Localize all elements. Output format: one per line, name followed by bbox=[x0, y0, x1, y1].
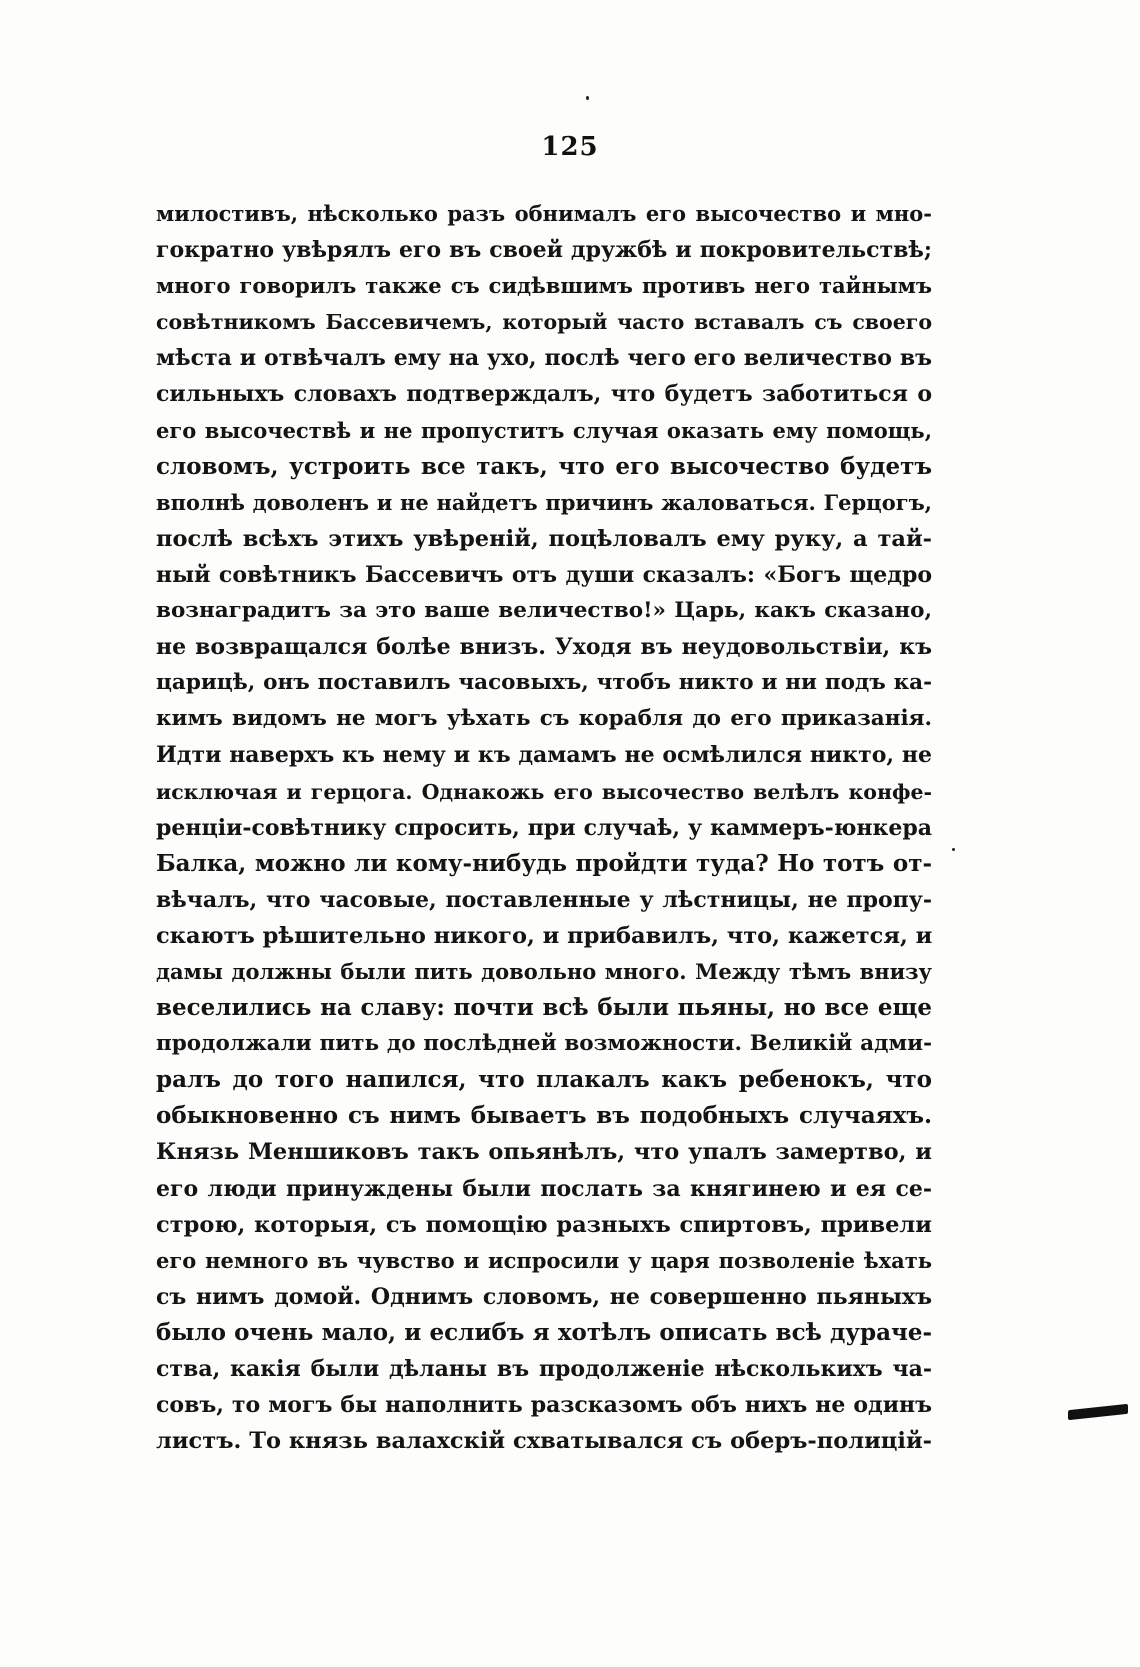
text-line: словомъ, устроить все такъ, что его высочество будетъ bbox=[156, 452, 932, 480]
text-line: царицѣ, онъ поставилъ часовыхъ, чтобъ никто и ни подъ ка- bbox=[156, 670, 932, 696]
text-line: вѣчалъ, что часовые, поставленные у лѣстницы, не пропу- bbox=[156, 886, 932, 913]
text-line: было очень мало, и еслибъ я хотѣлъ описать всѣ дурачe- bbox=[156, 1318, 932, 1346]
text-line: милостивъ, нѣсколько разъ обнималъ его высочество и мно- bbox=[156, 201, 932, 226]
text-line: строю, которыя, съ помощію разныхъ спиртовъ, привели bbox=[156, 1211, 932, 1238]
text-line: его немного въ чувство и испросили у царя позволеніе ѣхать bbox=[156, 1247, 932, 1273]
scan-speck bbox=[952, 848, 955, 851]
text-line: ралъ до того напился, что плакалъ какъ ребенокъ, что bbox=[156, 1066, 932, 1094]
scan-speck bbox=[586, 96, 589, 100]
text-line: его высочествѣ и не пропуститъ случая оказать ему помощь, bbox=[156, 417, 932, 443]
text-line: ства, какія были дѣланы въ продолженіе нѣсколькихъ ча- bbox=[156, 1356, 932, 1382]
text-line: вознаградитъ за это ваше величество!» Царь, какъ сказано, bbox=[156, 598, 932, 624]
text-line: мѣста и отвѣчалъ ему на ухо, послѣ чего его величество въ bbox=[156, 345, 932, 372]
text-line: обыкновенно съ нимъ бываетъ въ подобныхъ случаяхъ. bbox=[156, 1102, 932, 1130]
text-line: совъ, то могъ бы наполнить разсказомъ объ нихъ не одинъ bbox=[156, 1392, 932, 1419]
text-line: ный совѣтникъ Бассевичъ отъ души сказалъ: «Богъ щедро bbox=[156, 561, 932, 588]
text-line: послѣ всѣхъ этихъ увѣреній, поцѣловалъ ему руку, а тай- bbox=[156, 525, 932, 552]
text-line: веселились на славу: почти всѣ были пьяны, но все еще bbox=[156, 994, 932, 1022]
page-number: 125 bbox=[541, 132, 599, 162]
text-line: листъ. То князь валахскій схватывался съ оберъ-полицій- bbox=[156, 1428, 932, 1455]
text-line: много говорилъ также съ сидѣвшимъ противъ него тайнымъ bbox=[156, 273, 932, 299]
body-text bbox=[156, 196, 932, 1459]
text-line: его люди принуждены были послать за княгинею и ея се- bbox=[156, 1175, 932, 1202]
text-line: дамы должны были пить довольно много. Между тѣмъ внизу bbox=[156, 958, 932, 984]
text-line: Идти наверхъ къ нему и къ дамамъ не осмѣлился никто, не bbox=[156, 742, 932, 769]
text-line: съ нимъ домой. Однимъ словомъ, не совершенно пьяныхъ bbox=[156, 1283, 932, 1310]
text-line: сильныхъ словахъ подтверждалъ, что будетъ заботиться о bbox=[156, 381, 932, 408]
text-line: Балка, можно ли кому-нибудь пройдти туда? Но тотъ от- bbox=[156, 849, 932, 877]
text-line: продолжали пить до послѣдней возможности. Великій адми- bbox=[156, 1031, 932, 1057]
text-line: вполнѣ доволенъ и не найдетъ причинъ жаловаться. Герцогъ, bbox=[156, 489, 932, 515]
text-line: скаютъ рѣшительно никого, и прибавилъ, что, кажется, и bbox=[156, 922, 932, 949]
page-edge-mark bbox=[1068, 1404, 1128, 1420]
text-line: исключая и герцога. Однакожь его высочество велѣлъ конфе- bbox=[156, 779, 932, 804]
text-line: гократно увѣрялъ его въ своей дружбѣ и покровительствѣ; bbox=[156, 237, 932, 264]
text-line: кимъ видомъ не могъ уѣхать съ корабля до его приказанія. bbox=[156, 706, 932, 732]
text-line: ренціи-совѣтнику спросить, при случаѣ, у каммеръ-юнкера bbox=[156, 814, 932, 841]
text-line: совѣтникомъ Бассевичемъ, который часто вставалъ съ своего bbox=[156, 310, 932, 335]
text-line: не возвращался болѣе внизъ. Уходя въ неудовольствіи, къ bbox=[156, 634, 932, 661]
text-line: Князь Меншиковъ такъ опьянѣлъ, что упалъ замертво, и bbox=[156, 1139, 932, 1166]
